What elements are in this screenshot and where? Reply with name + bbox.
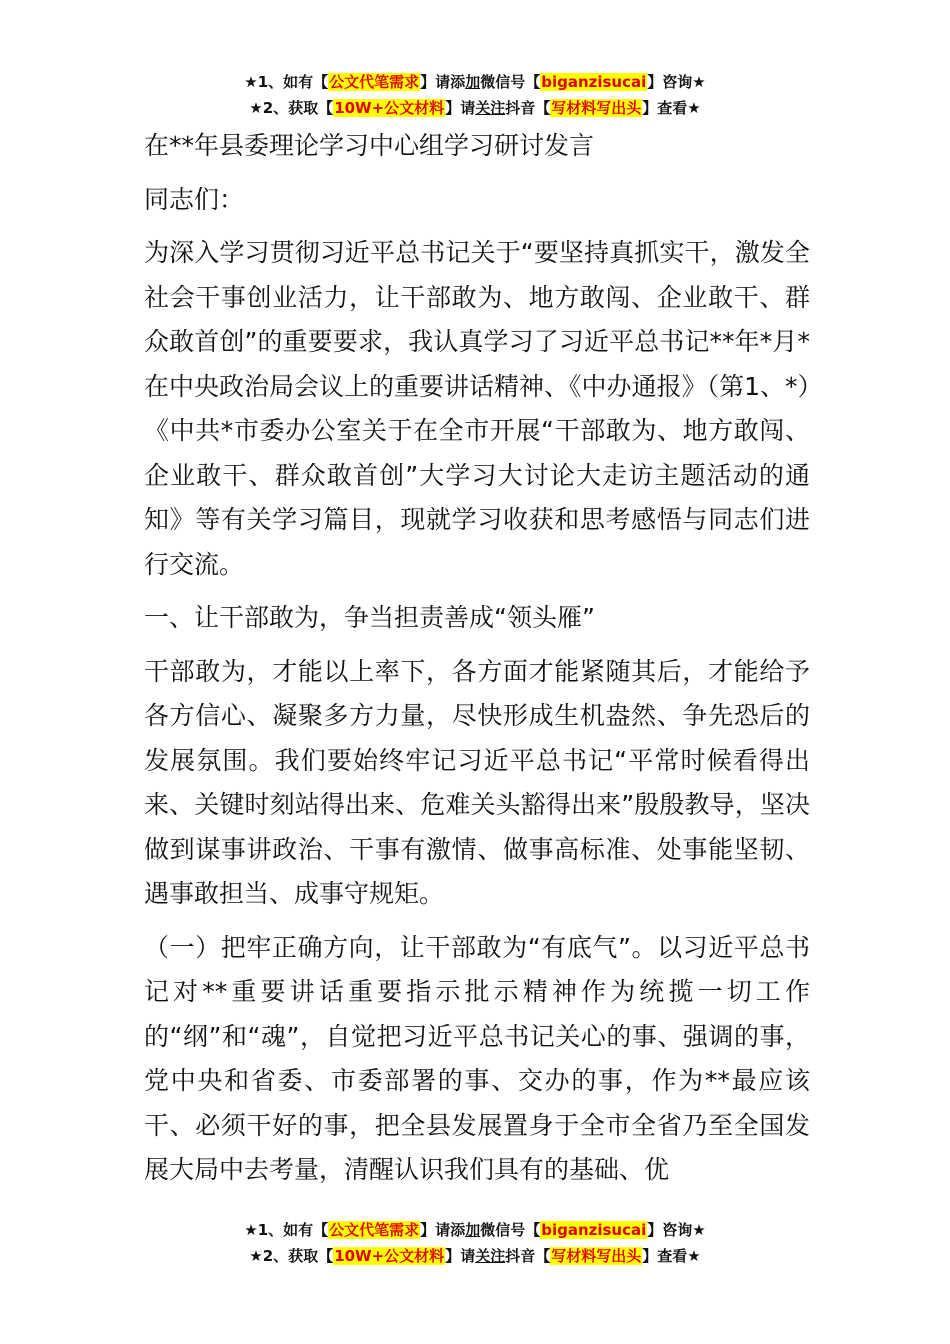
banner-text: 微信号【 <box>480 1221 541 1239</box>
paragraph: 干部敢为，才能以上率下，各方面才能紧随其后，才能给予各方信心、凝聚多方力量，尽快形成生机盎然、争先恐后的发展氛围。我们要始终牢记习近平总书记“平常时候看得出来、关键时刻站得出来、危难关头豁得出来”殷殷教导，坚决做到谋事讲政治、干事有激情、做事高标准、处事能坚韧、遇事敢担当、成事守规矩。 <box>144 656 810 908</box>
banner-text: ★2、获取【 <box>249 99 334 117</box>
banner-text: 】请添 <box>420 73 466 91</box>
banner-text: ★1、如有【 <box>244 73 329 91</box>
banner-line-1 <box>0 69 950 95</box>
banner-highlight: 公文代笔需求 <box>329 73 420 91</box>
banner-text: 】查看★ <box>642 99 701 117</box>
banner-underline-text: 加 <box>465 1221 481 1239</box>
banner-underline-text: 关注 <box>475 99 506 117</box>
banner-highlight: biganzisucai <box>541 73 647 91</box>
banner-highlight: 写材料写出头 <box>551 99 642 117</box>
banner-underline-text: 关注 <box>475 1247 506 1265</box>
banner-text: 】咨询★ <box>647 1221 706 1239</box>
banner-text: 】查看★ <box>642 1247 701 1265</box>
banner-text: 】咨询★ <box>647 73 706 91</box>
banner-line-2 <box>0 95 950 121</box>
banner-text: 抖音【 <box>505 99 551 117</box>
banner-text: 微信号【 <box>480 73 541 91</box>
banner-line-2 <box>0 1243 950 1269</box>
paragraph: 为深入学习贯彻习近平总书记关于“要坚持真抓实干，激发全社会干事创业活力，让干部敢为、地方敢闯、企业敢干、群众敢首创”的重要要求，我认真学习了习近平总书记**年*月*在中央政治局会议上的重要讲话精神、《中办通报》（第1、*）《中共*市委办公室关于在全市开展“干部敢为、地方敢闯、企业敢干、群众敢首创”大学习大讨论大走访主题活动的通知》等有关学习篇目，现就学习收获和思考感悟与同志们进行交流。 <box>144 238 810 579</box>
document-body <box>144 124 810 1202</box>
banner-text: 】请 <box>445 1247 476 1265</box>
banner-text: 】请添 <box>420 1221 466 1239</box>
section-heading: 一、让干部敢为，争当担责善成“领头雁” <box>144 603 595 632</box>
banner-text: 抖音【 <box>505 1247 551 1265</box>
greeting: 同志们： <box>144 184 245 214</box>
footer-banner <box>0 1217 950 1269</box>
banner-text: ★2、获取【 <box>249 1247 334 1265</box>
banner-highlight: 写材料写出头 <box>551 1247 642 1265</box>
document-title: 在**年县委理论学习中心组学习研讨发言 <box>144 131 595 160</box>
header-banner <box>0 69 950 121</box>
banner-line-1 <box>0 1217 950 1243</box>
banner-highlight: 公文代笔需求 <box>329 1221 420 1239</box>
banner-text: ★1、如有【 <box>244 1221 329 1239</box>
paragraph: （一）把牢正确方向，让干部敢为“有底气”。以习近平总书记对**重要讲话重要指示批示精神作为统揽一切工作的“纲”和“魂”，自觉把习近平总书记关心的事、强调的事，党中央和省委、市委部署的事、交办的事，作为**最应该干、必须干好的事，把全县发展置身于全市全省乃至全国发展大局中去考量，清醒认识我们具有的基础、优 <box>144 932 810 1184</box>
banner-text: 】请 <box>445 99 476 117</box>
banner-highlight: 10W+公文材料 <box>334 99 445 117</box>
banner-underline-text: 加 <box>465 73 481 91</box>
banner-highlight: 10W+公文材料 <box>334 1247 445 1265</box>
banner-highlight: biganzisucai <box>541 1221 647 1239</box>
